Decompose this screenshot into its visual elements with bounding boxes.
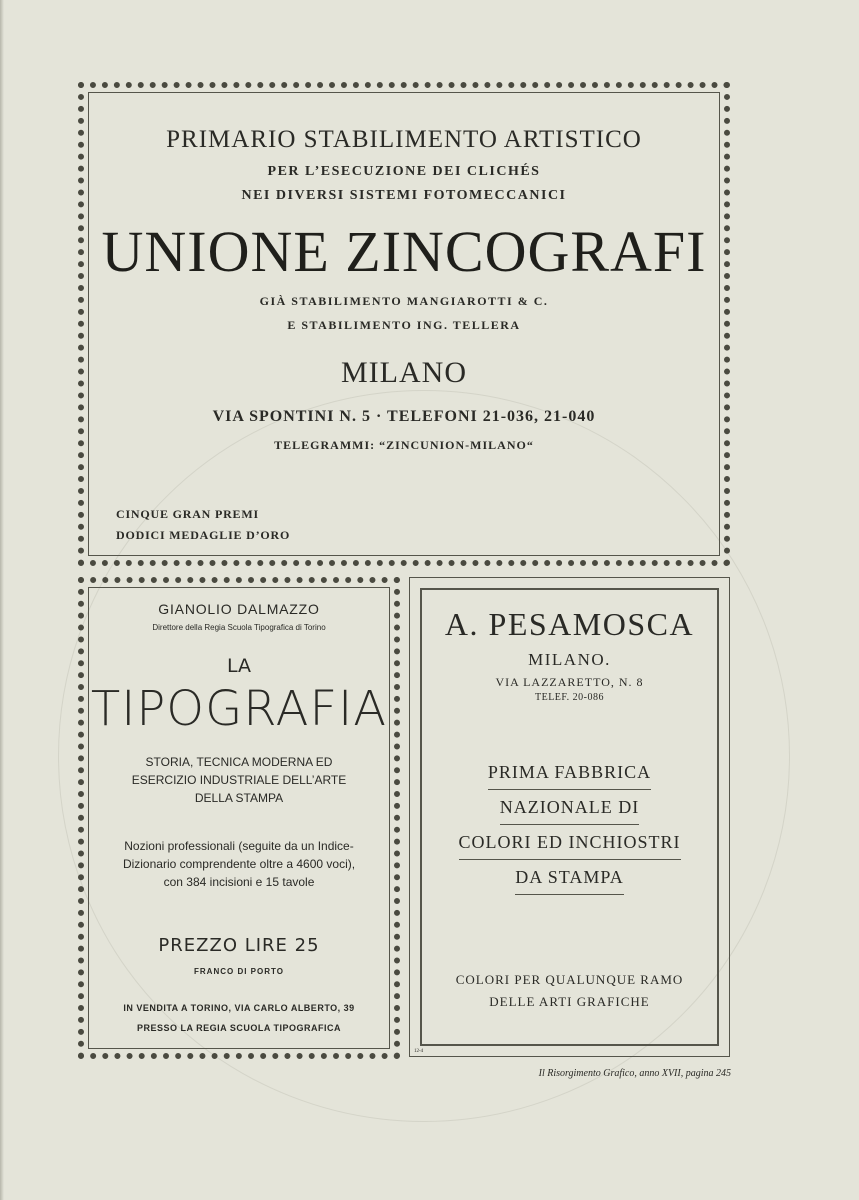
tagline-text: DA STAMPA [515, 867, 623, 895]
brand-name: UNIONE ZINCOGRAFI [101, 219, 707, 284]
ad-la-tipografia [78, 577, 400, 1059]
book-notes: Nozioni professionali (seguite da un Indice-Dizionario comprendente oltre a 4600 voci), con 384 incisioni e 15 tavole [122, 839, 356, 889]
subheading-line: NEI DIVERSI SISTEMI FOTOMECCANICI [241, 188, 567, 203]
tagline-text: NAZIONALE DI [500, 797, 639, 825]
shipping-note: FRANCO DI PORTO [194, 967, 284, 976]
page-footer: Il Risorgimento Grafico, anno XVII, pagina 245 [538, 1068, 731, 1079]
city-name: MILANO [341, 356, 467, 389]
colors-line: COLORI PER QUALUNQUE RAMO [455, 972, 684, 987]
title-article: LA [226, 655, 252, 677]
sale-location: IN VENDITA A TORINO, VIA CARLO ALBERTO, 39 [123, 1003, 355, 1013]
address-line: VIA SPONTINI N. 5 · TELEFONI 21-036, 21-040 [212, 408, 596, 425]
author-name: GIANOLIO DALMAZZO [158, 601, 320, 617]
award-line: DODICI MEDAGLIE D’ORO [116, 528, 291, 542]
tagline [410, 832, 729, 860]
ad-unione-zincografi [78, 82, 730, 566]
subheading-line: PER L’ESECUZIONE DEI CLICHÉS [267, 164, 541, 179]
page-edge [0, 0, 4, 1200]
tagline [410, 867, 729, 895]
phone-line: TELEF. 20-086 [534, 692, 605, 703]
former-name: E STABILIMENTO ING. TELLERA [287, 318, 521, 332]
tagline [410, 797, 729, 825]
tagline-text: COLORI ED INCHIOSTRI [459, 832, 681, 860]
award-line: CINQUE GRAN PREMI [116, 507, 259, 521]
ad-code: 12-4 [414, 1049, 424, 1054]
tagline-text: PRIMA FABBRICA [488, 762, 651, 790]
price: PREZZO LIRE 25 [158, 935, 320, 956]
city-name: MILANO. [528, 650, 611, 669]
book-description: STORIA, TECNICA MODERNA ED ESERCIZIO INDUSTRIALE DELL’ARTE DELLA STAMPA [131, 755, 347, 805]
address-line: VIA LAZZARETTO, N. 8 [495, 675, 644, 689]
awards [116, 504, 290, 546]
former-name: GIÀ STABILIMENTO MANGIAROTTI & C. [259, 294, 549, 308]
telegram-line: TELEGRAMMI: “ZINCUNION-MILANO“ [274, 438, 534, 452]
tagline [410, 762, 729, 790]
colors-line: DELLE ARTI GRAFICHE [489, 994, 650, 1009]
sale-location: PRESSO LA REGIA SCUOLA TIPOGRAFICA [136, 1023, 341, 1033]
author-role: Direttore della Regia Scuola Tipografica di Torino [152, 623, 326, 632]
heading-line: PRIMARIO STABILIMENTO ARTISTICO [166, 126, 642, 153]
company-name: A. PESAMOSCA [444, 606, 695, 642]
book-title: TIPOGRAFIA [90, 681, 388, 737]
ad-pesamosca [409, 577, 730, 1057]
